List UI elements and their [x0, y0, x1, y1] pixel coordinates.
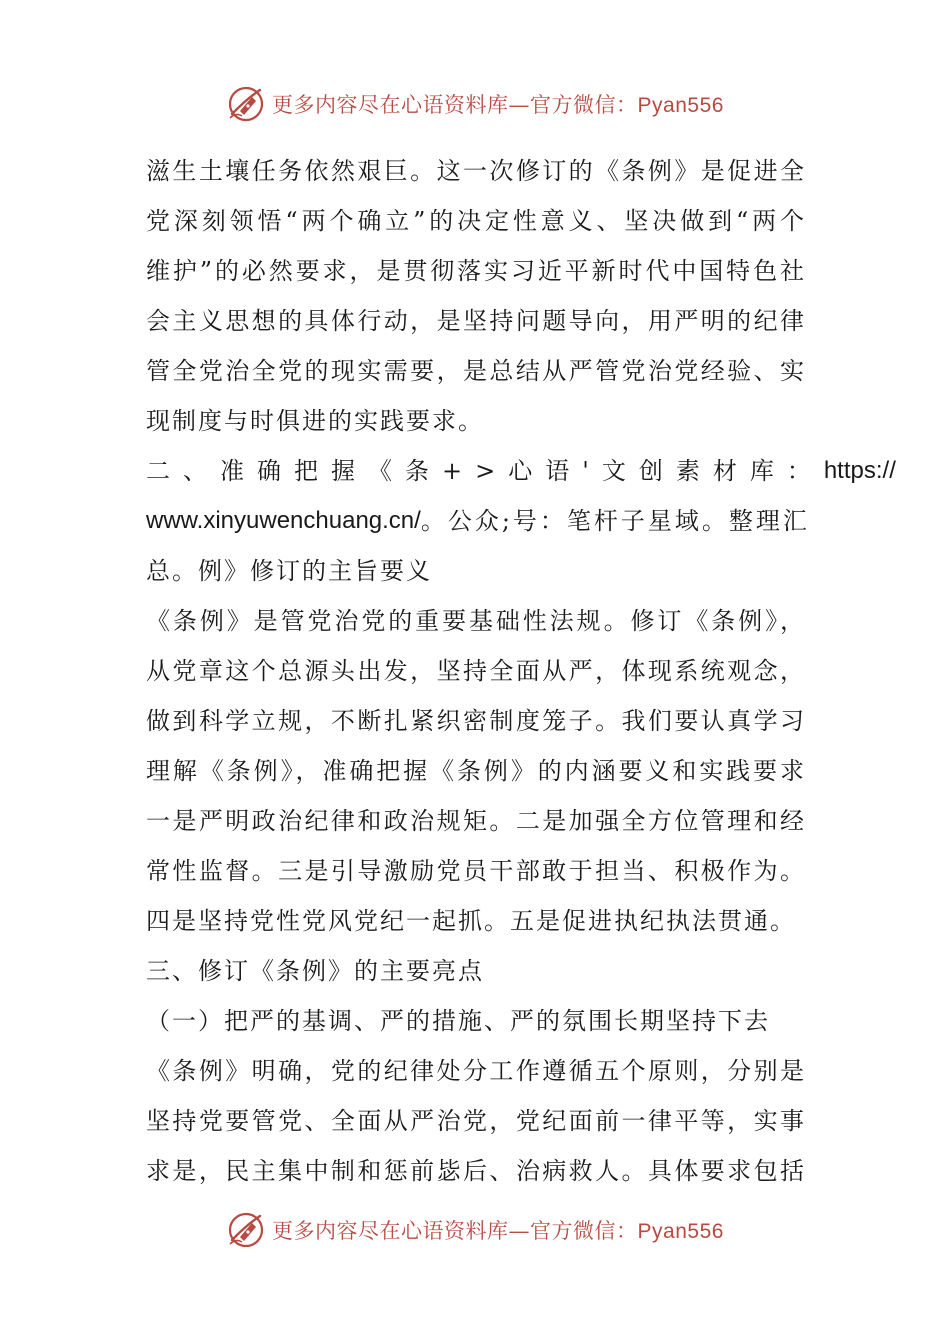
document-body	[146, 146, 896, 1196]
body-line: 《条例》是管党治党的重要基础性法规。修订《条例》，	[146, 607, 806, 635]
footer-banner-text	[272, 1215, 724, 1245]
body-line: 《条例》明确，党的纪律处分工作遵循五个原则，分别是	[146, 1057, 806, 1085]
body-line: 坚持党要管党、全面从严治党，党纪面前一律平等，实事	[146, 1107, 806, 1135]
header-banner-label: 更多内容尽在心语资料库—官方微信：	[272, 93, 638, 117]
heading-2-text: 二、准确把握《条+>心语'文创素材库：	[146, 457, 824, 485]
body-line: 一是严明政治纪律和政治规矩。二是加强全方位管理和经	[146, 807, 806, 835]
pen-nib-logo-icon	[226, 84, 266, 124]
body-line: 维护”的必然要求，是贯彻落实习近平新时代中国特色社	[146, 257, 806, 285]
footer-banner-label: 更多内容尽在心语资料库—官方微信：	[272, 1219, 638, 1243]
body-line: 理解《条例》，准确把握《条例》的内涵要义和实践要求	[146, 757, 806, 785]
header-banner	[0, 82, 950, 126]
body-line: 四是坚持党性党风党纪一起抓。五是促进执纪执法贯通。	[146, 907, 796, 935]
body-line: 管全党治全党的现实需要，是总结从严管党治党经验、实	[146, 357, 806, 385]
body-line-heading-2	[146, 446, 896, 496]
body-line-url	[146, 496, 810, 546]
subsection-heading: （一）把严的基调、严的措施、严的氛围长期坚持下去	[146, 1007, 770, 1035]
body-line: 党深刻领悟“两个确立”的决定性意义、坚决做到“两个	[146, 207, 806, 235]
website-url: www.xinyuwenchuang.cn/	[146, 507, 421, 534]
header-banner-text	[272, 89, 724, 119]
header-wechat-id: Pyan556	[637, 94, 724, 117]
heading-2-url-prefix: https://	[823, 457, 896, 484]
footer-banner	[0, 1208, 950, 1252]
body-line: 从党章这个总源头出发，坚持全面从严，体现系统观念，	[146, 657, 806, 685]
section-heading: 三、修订《条例》的主要亮点	[146, 957, 484, 985]
body-line: 做到科学立规，不断扎紧织密制度笼子。我们要认真学习	[146, 707, 806, 735]
body-line: 滋生土壤任务依然艰巨。这一次修订的《条例》是促进全	[146, 157, 806, 185]
url-suffix-text: 。公众;号：笔杆子星域。整理汇	[420, 507, 810, 535]
body-line: 会主义思想的具体行动，是坚持问题导向，用严明的纪律	[146, 307, 806, 335]
footer-wechat-id: Pyan556	[637, 1220, 724, 1243]
body-line: 现制度与时俱进的实践要求。	[146, 407, 484, 435]
body-line: 求是，民主集中制和惩前毖后、治病救人。具体要求包括	[146, 1157, 806, 1185]
body-line: 总。例》修订的主旨要义	[146, 557, 432, 585]
pen-nib-logo-icon	[226, 1210, 266, 1250]
body-line: 常性监督。三是引导激励党员干部敢于担当、积极作为。	[146, 857, 806, 885]
